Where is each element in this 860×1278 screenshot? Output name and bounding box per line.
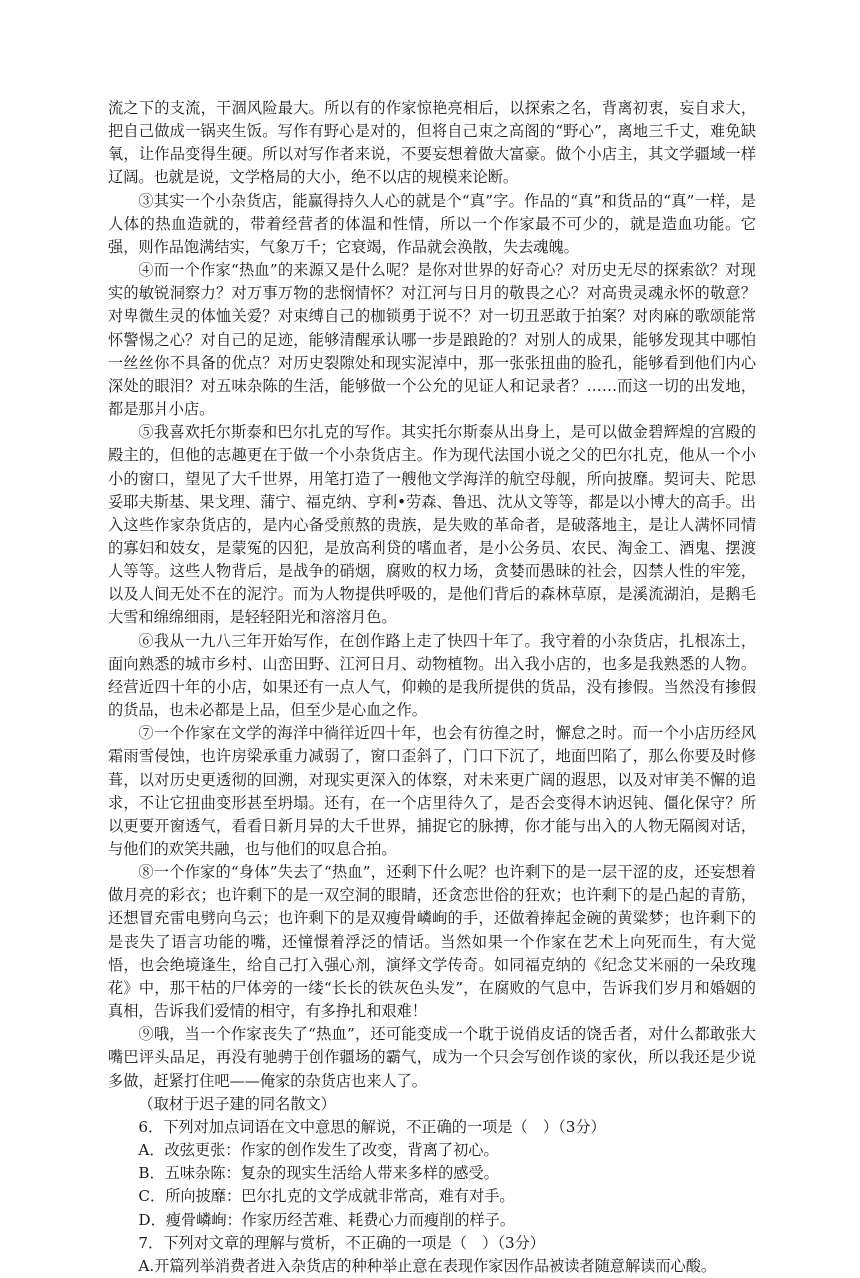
question-7 <box>108 1232 756 1278</box>
paragraph-4: ④而一个作家“热血”的来源又是什么呢？是你对世界的好奇心？对历史无尽的探索欲？对现实的敏锐洞察力？对万事万物的悲悯情怀？对江河与日月的敬畏之心？对高贵灵魂永怀的敬意？对卑微生灵的体恤关爱？对束缚自己的枷锁勇于说不？对一切丑恶敢于拍案？对肉麻的歌颂能常怀警惕之心？对自己的足迹，能够清醒承认哪一步是踉跄的？对别人的成果，能够发现其中哪怕一丝丝你不具备的优点？对历史裂隙处和现实泥淖中，那一张张扭曲的脸孔，能够看到他们内心深处的眼泪？对五味杂陈的生活，能够做一个公允的见证人和记录者？……而这一切的出发地，都是那爿小店。 <box>108 261 756 419</box>
paragraph-9: ⑨哦，当一个作家丧失了“热血”，还可能变成一个耽于说俏皮话的饶舌者，对什么都敢张大嘴巴评头品足，再没有驰骋于创作疆场的霸气，成为一个只会写创作谈的家伙，所以我还是少说多做，赶紧打住吧——俺家的杂货店也来人了。 <box>108 1025 756 1090</box>
source-note: （取材于迟子建的同名散文） <box>138 1094 336 1113</box>
paragraph-6: ⑥我从一九八三年开始写作，在创作路上走了快四十年了。我守着的小杂货店，扎根冻土，面向熟悉的城市乡村、山峦田野、江河日月、动物植物。出入我小店的，也多是我熟悉的人物。经营近四十年的小店，如果还有一点人气，仰赖的是我所提供的货品，没有掺假。当然没有掺假的货品，也未必都是上品，但至少是心血之作。 <box>108 631 756 720</box>
question-6-option-c: C．所向披靡：巴尔扎克的文学成就非常高，难有对手。 <box>138 1187 515 1206</box>
question-7-stem: 7．下列对文章的理解与赏析，不正确的一项是（ ）（3分） <box>138 1233 545 1252</box>
question-6-option-b: B．五味杂陈：复杂的现实生活给人带来多样的感受。 <box>138 1164 499 1183</box>
paragraph-2-continued: 流之下的支流，干涸风险最大。所以有的作家惊艳亮相后，以探索之名，背离初衷，妄自求大，把自己做成一锅夹生饭。写作有野心是对的，但将自己束之高阁的“野心”，离地三千丈，难免缺氧，让作品变得生硬。所以对写作者来说，不要妄想着做大富豪。做个小店主，其文学疆域一样辽阔。也就是说，文学格局的大小，绝不以店的规模来论断。 <box>108 99 756 187</box>
article-body <box>108 97 756 1278</box>
question-6-option-d: D．瘦骨嶙峋：作家历经苦难、耗费心力而瘦削的样子。 <box>138 1210 516 1229</box>
paragraph-7: ⑦一个作家在文学的海洋中徜徉近四十年，也会有彷徨之时，懈怠之时。而一个小店历经风霜雨雪侵蚀，也许房梁承重力减弱了，窗口歪斜了，门口下沉了，地面凹陷了，那么你要及时修葺，以对历史更透彻的回溯，对现实更深入的体察，对未来更广阔的遐思，以及对审美不懈的追求，不让它扭曲变形甚至坍塌。还有，在一个店里待久了，是否会变得木讷迟钝、僵化保守？所以更要开窗透气，看看日新月异的大千世界，捕捉它的脉搏，你才能与出入的人物无隔阂对话，与他们的欢笑共融，也与他们的叹息合拍。 <box>108 724 756 858</box>
question-6 <box>108 1116 756 1232</box>
question-6-option-a: A．改弦更张：作家的创作发生了改变，背离了初心。 <box>138 1141 499 1160</box>
question-7-option-a: A.开篇列举消费者进入杂货店的种种举止意在表现作家因作品被读者随意解读而心酸。 <box>138 1256 717 1275</box>
question-6-stem: 6．下列对加点词语在文中意思的解说，不正确的一项是（ ）（3分） <box>138 1117 606 1136</box>
paragraph-5: ⑤我喜欢托尔斯泰和巴尔扎克的写作。其实托尔斯泰从出身上，是可以做金碧辉煌的宫殿的殿主的，但他的志趣更在于做一个小杂货店主。作为现代法国小说之父的巴尔扎克，他从一个小小的窗口，望见了大千世界，用笔打造了一艘他文学海洋的航空母舰，所向披靡。契诃夫、陀思妥耶夫斯基、果戈理、蒲宁、福克纳、亨利•劳森、鲁迅、沈从文等等，都是以小博大的高手。出入这些作家杂货店的，是内心备受煎熬的贵族，是失败的革命者，是破落地主，是让人满怀同情的寡妇和妓女，是蒙冤的囚犯，是放高利贷的嗜血者，是小公务员、农民、淘金工、酒鬼、摆渡人等等。这些人物背后，是战争的硝烟，腐败的权力场，贪婪而愚昧的社会，囚禁人性的牢笼，以及人间无处不在的泥泞。而为人物提供呼吸的，是他们背后的森林草原，是溪流湖泊，是鹅毛大雪和绵绵细雨，是轻轻阳光和溶溶月色。 <box>108 423 756 627</box>
paragraph-8: ⑧一个作家的“身体”失去了“热血”，还剩下什么呢？也许剩下的是一层干涩的皮，还妄想着做月亮的彩衣；也许剩下的是一双空洞的眼睛，还贪恋世俗的狂欢；也许剩下的是凸起的青筋，还想冒充雷电劈向乌云；也许剩下的是双瘦骨嶙峋的手，还做着捧起金碗的黄粱梦；也许剩下的是丧失了语言功能的嘴，还憧憬着浮泛的情话。当然如果一个作家在艺术上向死而生，有大觉悟，也会绝境逢生，给自己打入强心剂，演绎文学传奇。如同福克纳的《纪念艾米丽的一朵玫瑰花》中，那干枯的尸体旁的一缕“长长的铁灰色头发”，在腐败的气息中，告诉我们岁月和婚姻的真相，告诉我们爱情的相守，有多挣扎和艰难！ <box>108 863 756 1021</box>
paragraph-3: ③其实一个小杂货店，能赢得持久人心的就是个“真”字。作品的“真”和货品的“真”一样，是人体的热血造就的，带着经营者的体温和性情，所以一个作家最不可少的，就是造血功能。它强，则作品饱满结实，气象万千；它衰竭，作品就会涣散，失去魂魄。 <box>108 191 756 256</box>
